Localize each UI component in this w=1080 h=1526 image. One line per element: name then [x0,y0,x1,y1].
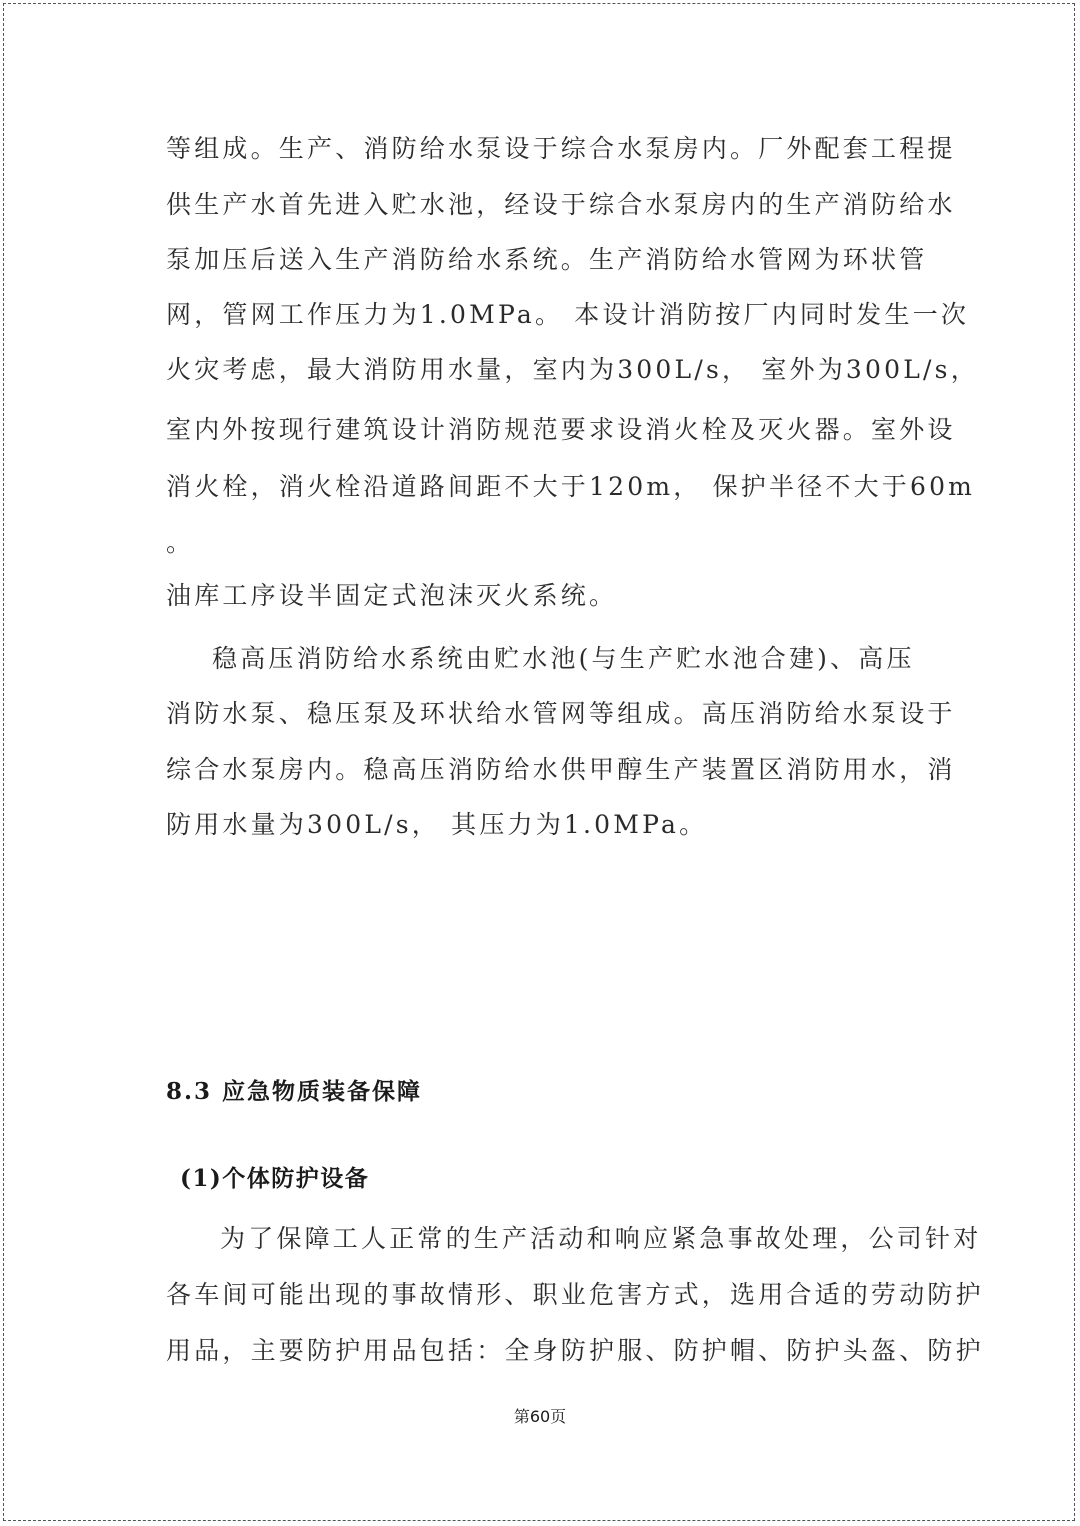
section-line-1: 为了保障工人正常的生产活动和响应紧急事故处理，公司针对 [220,1224,982,1253]
body-line-9: 油库工序设半固定式泡沫灭火系统。 [166,581,618,610]
section-line-3: 用品，主要防护用品包括：全身防护服、防护帽、防护头盔、防护 [166,1336,984,1365]
body-line-4: 网，管网工作压力为1.0MPa。 本设计消防按厂内同时发生一次 [166,300,970,329]
body-line-10: 稳高压消防给水系统由贮水池(与生产贮水池合建)、高压 [212,644,915,673]
body-line-11: 消防水泵、稳压泵及环状给水管网等组成。高压消防给水泵设于 [166,699,956,728]
body-line-13: 防用水量为300L/s， 其压力为1.0MPa。 [166,810,708,839]
body-line-12: 综合水泵房内。稳高压消防给水供甲醇生产装置区消防用水，消 [166,755,956,784]
body-line-2: 供生产水首先进入贮水池，经设于综合水泵房内的生产消防给水 [166,190,956,219]
page-number: 第60页 [513,1407,567,1426]
section-subheading: (1)个体防护设备 [180,1165,370,1192]
body-line-3: 泵加压后送入生产消防给水系统。生产消防给水管网为环状管 [166,245,928,274]
body-line-7: 消火栓，消火栓沿道路间距不大于120m， 保护半径不大于60m [166,472,976,501]
body-line-1: 等组成。生产、消防给水泵设于综合水泵房内。厂外配套工程提 [166,134,956,163]
body-line-6: 室内外按现行建筑设计消防规范要求设消火栓及灭火器。室外设 [166,415,956,444]
section-line-2: 各车间可能出现的事故情形、职业危害方式，选用合适的劳动防护 [166,1280,984,1309]
body-line-8: 。 [166,528,195,557]
body-line-5: 火灾考虑，最大消防用水量，室内为300L/s， 室外为300L/s， [166,355,979,384]
section-heading: 8.3 应急物质装备保障 [166,1078,423,1105]
